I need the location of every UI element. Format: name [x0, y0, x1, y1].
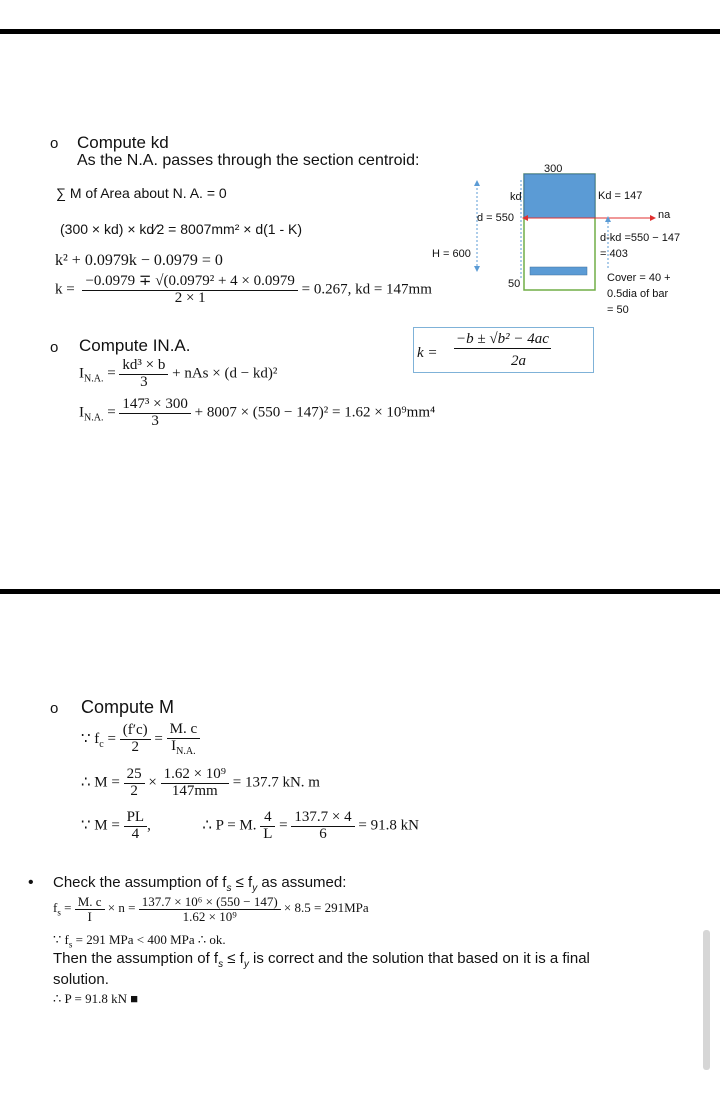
fs-fraction-1 [75, 895, 105, 923]
width-label: 300 [544, 163, 563, 175]
cover-note-line3: = 50 [607, 304, 629, 316]
na-centroid-statement: As the N.A. passes through the section centroid: [77, 152, 420, 169]
formula-numerator: −b ± √b² − 4ac [456, 331, 549, 347]
bullet-compute-kd: o [50, 135, 59, 152]
p-fraction-2 [291, 810, 354, 843]
fs-subscript: s [57, 907, 61, 918]
formula-lhs: k = [417, 345, 438, 361]
fc-equals-2: = [154, 731, 163, 748]
k-solution [55, 274, 432, 307]
m-times: × [148, 774, 157, 791]
h-arrow-top [474, 180, 480, 186]
bullet-check: • [28, 874, 34, 891]
fs-numerator-1: M. c [75, 895, 105, 910]
conclusion-sub-y: y [243, 959, 249, 970]
reinforcement-bar [530, 267, 587, 275]
fs-check-subscript: s [68, 939, 73, 950]
cover-note-line2: 0.5dia of bar [607, 288, 669, 300]
fs-middle: × n = [107, 900, 136, 916]
p-denominator-2: 6 [319, 825, 327, 842]
quadratic-equation: k² + 0.0979k − 0.0979 = 0 [55, 252, 223, 269]
m-denominator-1: 2 [130, 782, 138, 799]
area-equation: (300 × kd) × kd⁄2 = 8007mm² × d(1 - K) [60, 221, 303, 237]
conclusion-text-1: Then the assumption of f [53, 950, 219, 967]
k-fraction [82, 274, 297, 307]
fc-symbol: ∵ f [81, 731, 100, 748]
k-result: = 0.267, kd = 147mm [301, 281, 432, 298]
moment-equation: ∑ M of Area about N. A. = 0 [56, 185, 227, 201]
ina2-symbol: I [79, 404, 84, 421]
p-lhs: ∴ P = M. [202, 817, 257, 834]
fc-equation [81, 722, 200, 757]
ina2-equals: = [107, 404, 116, 421]
d-label: d = 550 [477, 212, 515, 224]
fs-check [53, 932, 226, 950]
ina-general-equation [79, 358, 277, 391]
na-label: na [658, 209, 671, 221]
m-numerator-1: 25 [124, 767, 145, 784]
k-lhs: k = [55, 281, 75, 298]
fs-check-rest: = 291 MPa < 400 MPa ∴ ok. [72, 932, 226, 947]
check-text: Check the assumption of f [53, 874, 227, 891]
beam-section-diagram [420, 160, 720, 330]
ina1-numerator: kd³ × b [119, 358, 168, 375]
conclusion-line-2: solution. [53, 971, 109, 988]
p-denominator-1: L [263, 825, 273, 842]
conclusion-sub-s: s [218, 959, 224, 970]
ina1-equals: = [107, 365, 116, 382]
check-sub-y: y [252, 883, 258, 894]
moment-calculation [81, 767, 320, 800]
dkd-arrow-top [605, 216, 611, 222]
fc-den2-subscript: N.A. [176, 745, 196, 757]
pl-comma: , [147, 817, 151, 834]
ina2-fraction [119, 397, 190, 430]
conclusion-text-2: is correct and the solution that based on it is a final [248, 950, 590, 967]
heading-compute-kd: Compute kd [77, 133, 169, 152]
fc-denominator: 2 [131, 739, 139, 756]
fc-numerator-2: M. c [167, 722, 201, 739]
ina1-symbol: I [79, 365, 84, 382]
m-fraction-1 [124, 767, 145, 800]
m-denominator-2: 147mm [171, 782, 218, 799]
fs-fraction-2 [139, 895, 281, 923]
fc-fraction-2 [167, 722, 201, 757]
fs-result: × 8.5 = 291MPa [283, 900, 369, 916]
check-assumption-line [53, 874, 346, 894]
fs-denominator-2: 1.62 × 10⁹ [182, 908, 237, 924]
ina1-subscript: N.A. [84, 373, 104, 385]
bullet-compute-ina: o [50, 339, 59, 356]
fs-symbol: f [53, 900, 58, 916]
dkd-label-line1: d-kd =550 − 147 [600, 232, 681, 244]
pl-fraction [124, 810, 148, 843]
ina2-subscript: N.A. [84, 412, 104, 424]
p-fraction-1 [260, 810, 275, 843]
check-sub-s: s [226, 883, 232, 894]
check-le: ≤ f [231, 874, 253, 891]
fs-numerator-2: 137.7 × 10⁶ × (550 − 147) [139, 895, 281, 910]
formula-denominator: 2a [511, 353, 526, 369]
p-numerator-1: 4 [260, 810, 275, 827]
top-divider [0, 29, 720, 34]
pl-numerator: PL [124, 810, 148, 827]
section-drawing [420, 160, 720, 330]
compression-zone [524, 174, 595, 218]
fs-check-symbol: ∵ f [53, 932, 69, 947]
heading-compute-ina: Compute IN.A. [79, 336, 191, 355]
heading-compute-m: Compute M [81, 697, 175, 717]
fc-fraction-1 [120, 723, 151, 756]
m-lhs: ∴ M = [81, 774, 120, 791]
cover-note-line1: Cover = 40 + [607, 272, 671, 284]
bullet-compute-m: o [50, 700, 59, 717]
ina1-rest: + nAs × (d − kd)² [172, 365, 278, 382]
fc-numerator: (f′c) [120, 723, 151, 740]
k-denominator: 2 × 1 [174, 289, 206, 306]
middle-divider [0, 589, 720, 594]
kd-label: kd [510, 191, 522, 203]
load-calculation [81, 810, 419, 843]
ina1-denominator: 3 [140, 373, 148, 390]
fc-equals: = [107, 731, 116, 748]
conclusion-line-1 [53, 950, 590, 970]
fc-denominator-2 [167, 739, 201, 758]
p-numerator-2: 137.7 × 4 [291, 810, 354, 827]
m-numerator-2: 1.62 × 10⁹ [161, 767, 229, 784]
fs-equation [53, 895, 369, 923]
m-fraction-2 [161, 767, 229, 800]
m-result: = 137.7 kN. m [232, 774, 320, 791]
fs-equals: = [64, 900, 72, 916]
ina2-numerator: 147³ × 300 [119, 397, 190, 414]
ina1-fraction [119, 358, 168, 391]
cover-dim-label: 50 [508, 278, 521, 290]
h-arrow-bottom [474, 266, 480, 272]
na-arrow-right [650, 215, 656, 221]
final-answer: ∴ P = 91.8 kN ■ [53, 991, 139, 1006]
p-equals: = [279, 817, 288, 834]
quadratic-formula-box [413, 327, 594, 373]
ina-numeric-equation [79, 397, 435, 430]
vertical-scrollbar[interactable] [703, 930, 710, 1070]
ina2-denominator: 3 [151, 412, 159, 429]
conclusion-le: ≤ f [223, 950, 244, 967]
k-numerator: −0.0979 ∓ √(0.0979² + 4 × 0.0979 [82, 274, 297, 291]
ina2-rest: + 8007 × (550 − 147)² = 1.62 × 10⁹mm⁴ [194, 404, 436, 421]
pl-lhs: ∵ M = [81, 817, 120, 834]
fc-subscript: c [99, 739, 104, 751]
kd-value-label: Kd = 147 [598, 190, 643, 202]
fs-denominator-1: I [87, 908, 92, 924]
pl-denominator: 4 [131, 825, 140, 842]
check-end: as assumed: [257, 874, 347, 891]
fc-den2-symbol: I [171, 737, 177, 754]
p-result: = 91.8 kN [358, 817, 419, 834]
h-label: H = 600 [432, 248, 471, 260]
dkd-label-line2: = 403 [600, 248, 628, 260]
